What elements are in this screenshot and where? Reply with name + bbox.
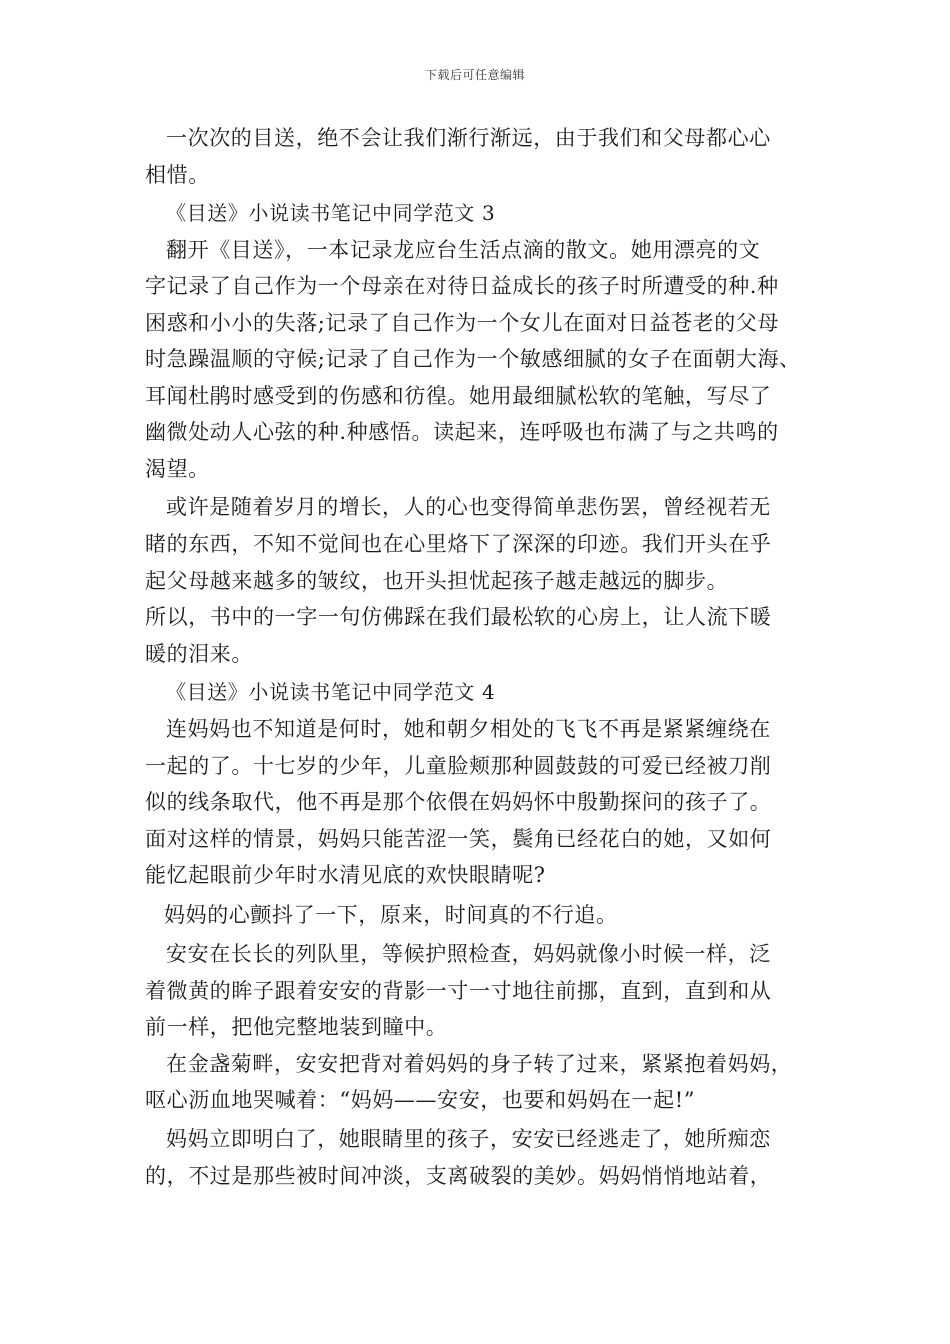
paragraph-line: 妈妈的心颤抖了一下，原来，时间真的不行追。 (164, 903, 618, 927)
paragraph-line: 睹的东西，不知不觉间也在心里烙下了深深的印迹。我们开头在乎 (145, 532, 772, 556)
paragraph-line: 前一样，把他完整地装到瞳中。 (145, 1015, 448, 1039)
section-heading: 《目送》小说读书笔记中同学范文 4 (166, 680, 496, 704)
paragraph-line: 安安在长长的列队里，等候护照检查，妈妈就像小时候一样，泛 (166, 942, 771, 966)
paragraph-line: 字记录了自己作为一个母亲在对待日益成长的孩子时所遭受的种.种 (145, 274, 779, 298)
paragraph-line: 一次次的目送，绝不会让我们渐行渐远，由于我们和父母都心心 (166, 126, 771, 150)
page-header: 下载后可任意编辑 (424, 68, 525, 82)
paragraph-line: 困惑和小小的失落;记录了自己作为一个女儿在面对日益苍老的父母 (145, 311, 780, 335)
paragraph-line: 或许是随着岁月的增长，人的心也变得简单悲伤罢，曾经视若无 (166, 495, 771, 519)
paragraph-line: 一起的了。十七岁的少年，儿童脸颊那种圆鼓鼓的可爱已经被刀削 (145, 754, 772, 778)
paragraph-line: 连妈妈也不知道是何时，她和朝夕相处的飞飞不再是紧紧缠绕在 (166, 717, 771, 741)
section-heading: 《目送》小说读书笔记中同学范文 3 (166, 201, 496, 225)
paragraph-line: 能忆起眼前少年时水清见底的欢快眼睛呢? (145, 863, 546, 887)
paragraph-line: 的，不过是那些被时间冲淡，支离破裂的美妙。妈妈悄悄地站着， (145, 1164, 772, 1188)
paragraph-line: 呕心沥血地哭喊着：“妈妈——安安，也要和妈妈在一起!” (145, 1088, 696, 1112)
paragraph-line: 似的线条取代，他不再是那个依偎在妈妈怀中殷勤探问的孩子了。 (145, 790, 772, 814)
paragraph-line: 翻开《目送》，一本记录龙应台生活点滴的散文。她用漂亮的文 (166, 238, 761, 262)
paragraph-line: 起父母越来越多的皱纹，也开头担忧起孩子越走越远的脚步。 (145, 569, 729, 593)
paragraph-line: 所以，书中的一字一句仿佛踩在我们最松软的心房上，让人流下暖 (145, 605, 772, 629)
paragraph-line: 幽微处动人心弦的种.种感悟。读起来，连呼吸也布满了与之共鸣的 (145, 420, 779, 444)
paragraph-line: 渴望。 (145, 457, 210, 481)
paragraph-line: 妈妈立即明白了，她眼睛里的孩子，安安已经逃走了，她所痴恋 (166, 1127, 771, 1151)
paragraph-line: 面对这样的情景，妈妈只能苦涩一笑，鬓角已经花白的她，又如何 (145, 827, 772, 851)
paragraph-line: 相惜。 (145, 163, 210, 187)
paragraph-line: 暖的泪来。 (145, 642, 253, 666)
paragraph-line: 在金盏菊畔，安安把背对着妈妈的身子转了过来，紧紧抱着妈妈， (166, 1052, 793, 1076)
paragraph-line: 着微黄的眸子跟着安安的背影一寸一寸地往前挪，直到，直到和从 (145, 979, 772, 1003)
paragraph-line: 耳闻杜鹃时感受到的伤感和彷徨。她用最细腻松软的笔触，写尽了 (145, 384, 772, 408)
paragraph-line: 时急躁温顺的守候;记录了自己作为一个敏感细腻的女子在面朝大海、 (145, 347, 801, 371)
